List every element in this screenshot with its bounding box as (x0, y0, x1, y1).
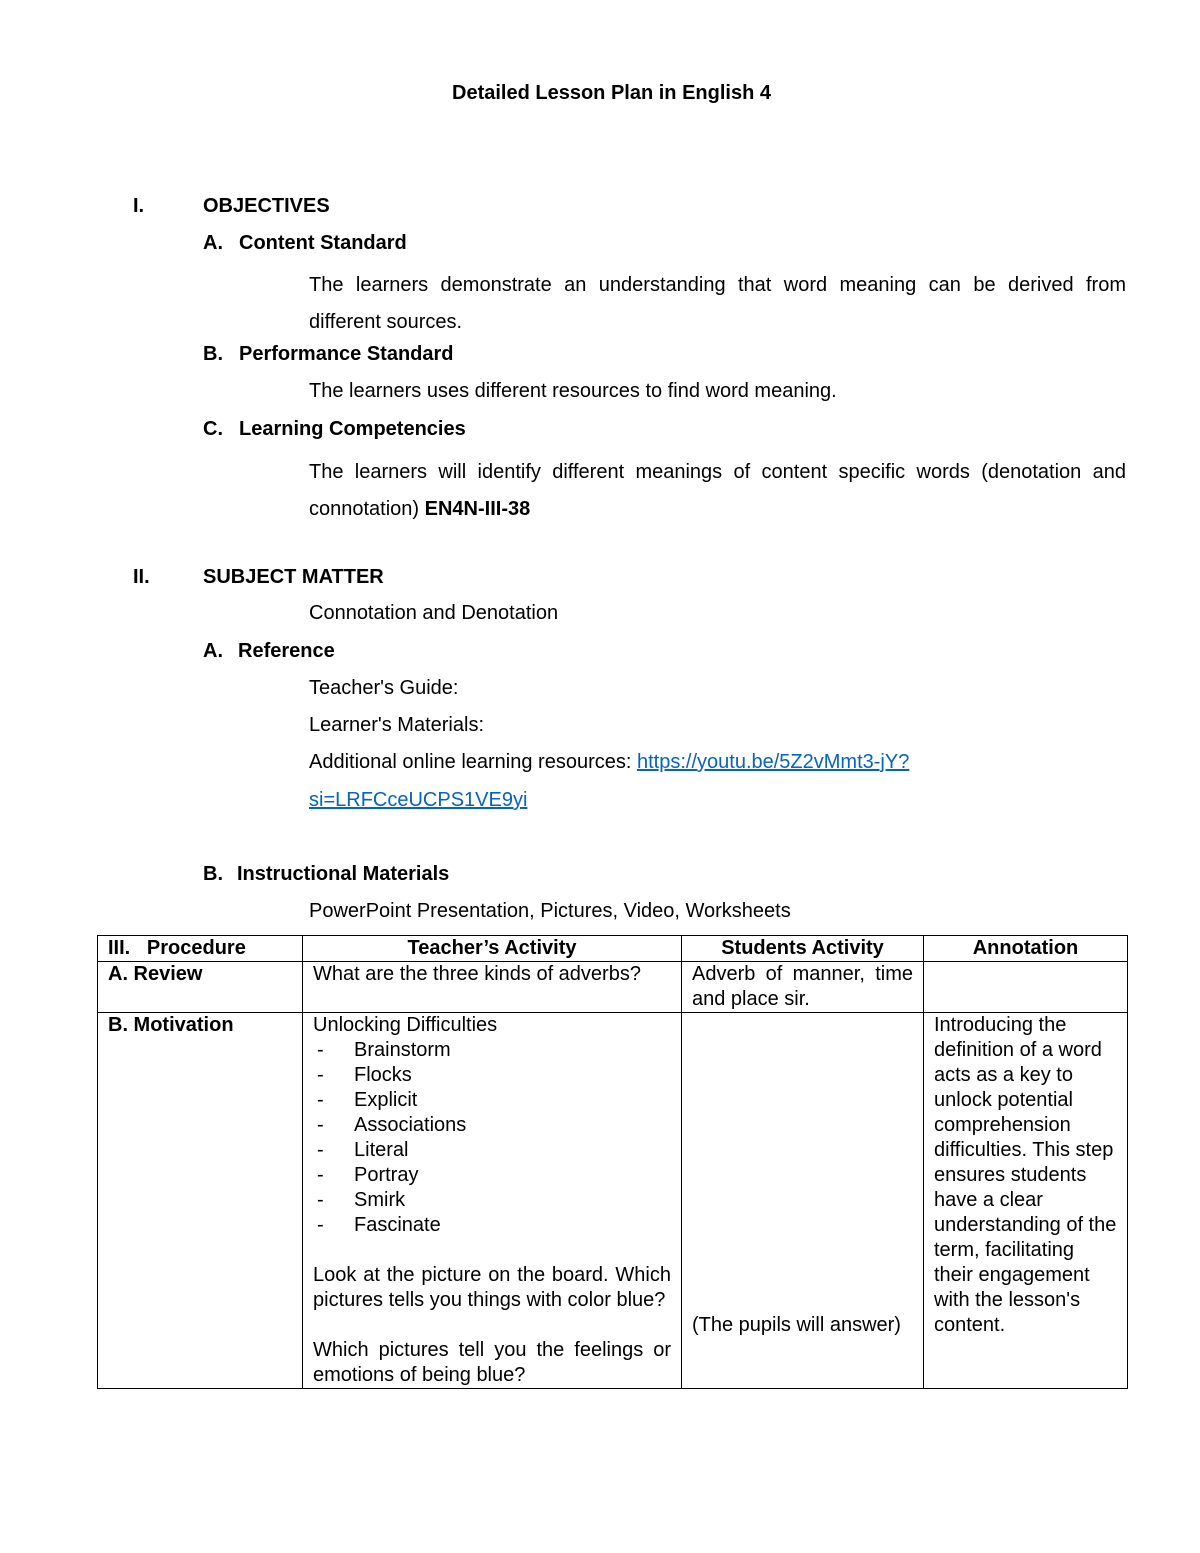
list-item (313, 1113, 671, 1138)
subject-topic: Connotation and Denotation (309, 602, 559, 624)
dash-marker: - (317, 1189, 324, 1211)
list-item (313, 1138, 671, 1163)
table-header-row (98, 936, 1128, 962)
vocabulary-list (313, 1038, 671, 1238)
vocab-word: Smirk (354, 1189, 406, 1211)
vocab-word: Portray (354, 1164, 419, 1186)
motivation-teacher-activity (303, 1013, 682, 1389)
dash-marker: - (317, 1089, 324, 1111)
content-standard-heading: Content Standard (239, 232, 407, 254)
dash-marker: - (317, 1164, 324, 1186)
reference-heading: Reference (238, 640, 335, 662)
section-2-number: II. (133, 566, 150, 588)
motivation-question-2: Which pictures tell you the feelings or emotions of being blue? (313, 1339, 671, 1386)
header-teacher-activity: Teacher’s Activity (303, 936, 682, 962)
learning-competencies-text (309, 454, 1126, 528)
vocab-word: Fascinate (354, 1214, 441, 1236)
dash-marker: - (317, 1139, 324, 1161)
learning-competencies-body: The learners will identify different meanings of content specific words (denotation and connotation) (309, 461, 1126, 520)
learners-materials: Learner's Materials: (309, 714, 484, 736)
dash-marker: - (317, 1039, 324, 1061)
review-annotation (924, 962, 1128, 1013)
content-standard-text: The learners demonstrate an understanding that word meaning can be derived from different sources. (309, 274, 1126, 333)
instructional-materials-heading: Instructional Materials (237, 863, 450, 885)
reference-label: A. (203, 640, 223, 662)
dash-marker: - (317, 1214, 324, 1236)
list-item (313, 1188, 671, 1213)
learning-competencies-label: C. (203, 418, 223, 440)
motivation-annotation: Introducing the definition of a word acts as a key to unlock potential comprehension difficulties. This step ensures students have a clear understanding of the term, facilitating their engagement with the lesson's content. (924, 1013, 1128, 1389)
header-annotation: Annotation (924, 936, 1128, 962)
learning-competencies-heading: Learning Competencies (239, 418, 466, 440)
additional-resources-label: Additional online learning resources: (309, 751, 632, 773)
performance-standard-heading: Performance Standard (239, 343, 454, 365)
list-item (313, 1163, 671, 1188)
instructional-materials-text: PowerPoint Presentation, Pictures, Video, Worksheets (309, 900, 791, 922)
unlocking-difficulties: Unlocking Difficulties (313, 1014, 498, 1036)
resource-link-line1[interactable]: https://youtu.be/5Z2vMmt3-jY? (636, 751, 910, 773)
procedure-table (97, 935, 1128, 1389)
table-row (98, 962, 1128, 1013)
list-item (313, 1063, 671, 1088)
list-item (313, 1038, 671, 1063)
motivation-students-activity (682, 1013, 924, 1389)
header-procedure (98, 936, 303, 962)
table-row (98, 1013, 1128, 1389)
document-title: Detailed Lesson Plan in English 4 (452, 82, 771, 104)
header-procedure-number: III. (108, 937, 131, 959)
vocab-word: Literal (354, 1139, 409, 1161)
content-standard-label: A. (203, 232, 223, 254)
list-item (313, 1088, 671, 1113)
performance-standard-text: The learners uses different resources to find word meaning. (309, 380, 837, 402)
competency-code: EN4N-III-38 (424, 498, 531, 520)
list-item (313, 1213, 671, 1238)
vocab-word: Associations (354, 1114, 467, 1136)
resource-link-line2[interactable]: si=LRFCceUCPS1VE9yi (309, 789, 528, 811)
teachers-guide: Teacher's Guide: (309, 677, 459, 699)
vocab-word: Brainstorm (354, 1039, 451, 1061)
section-2-heading: SUBJECT MATTER (203, 566, 384, 588)
pupils-answer: (The pupils will answer) (692, 1314, 901, 1336)
instructional-materials-label: B. (203, 863, 223, 885)
section-1-number: I. (133, 195, 145, 217)
dash-marker: - (317, 1064, 324, 1086)
review-label: A. Review (98, 962, 303, 1013)
vocab-word: Explicit (354, 1089, 418, 1111)
section-1-heading: OBJECTIVES (203, 195, 330, 217)
header-students-activity: Students Activity (682, 936, 924, 962)
review-teacher-activity: What are the three kinds of adverbs? (303, 962, 682, 1013)
dash-marker: - (317, 1114, 324, 1136)
vocab-word: Flocks (354, 1064, 412, 1086)
review-students-activity: Adverb of manner, time and place sir. (682, 962, 924, 1013)
motivation-question-1: Look at the picture on the board. Which pictures tells you things with color blue? (313, 1264, 671, 1311)
additional-resources (309, 751, 909, 774)
header-procedure-label: Procedure (146, 937, 246, 959)
performance-standard-label: B. (203, 343, 223, 365)
motivation-label: B. Motivation (98, 1013, 303, 1389)
